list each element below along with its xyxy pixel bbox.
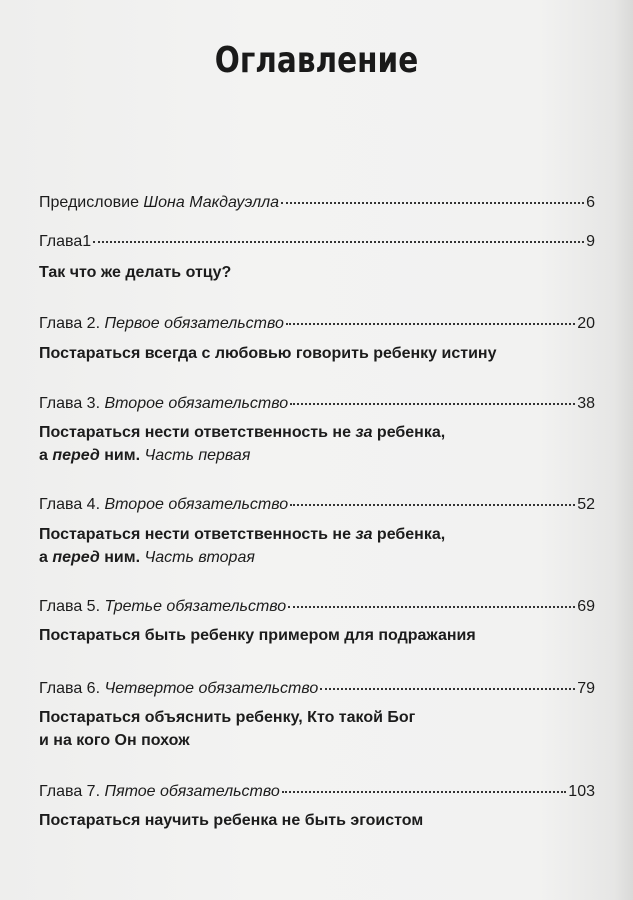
dot-leader bbox=[281, 201, 584, 204]
toc-page-number: 6 bbox=[586, 194, 595, 211]
toc-entry-label: Глава 6. Четвертое обязательство bbox=[39, 680, 319, 697]
toc-page-number: 52 bbox=[577, 496, 595, 513]
toc-chapter-subtitle: Так что же делать отцу? bbox=[39, 264, 232, 281]
toc-chapter-subtitle: Постараться всегда с любовью говорить ребенку истину bbox=[39, 345, 497, 362]
toc-chapter-subtitle-line2: а перед ним. Часть первая bbox=[39, 447, 251, 464]
toc-entry-chapter-4[interactable] bbox=[39, 496, 595, 514]
toc-chapter-subtitle: Постараться нести ответственность не за ребенка, bbox=[39, 424, 446, 441]
toc-entry-chapter-2[interactable] bbox=[39, 315, 595, 333]
toc-page-number: 9 bbox=[586, 233, 595, 250]
dot-leader bbox=[282, 790, 567, 793]
dot-leader bbox=[286, 322, 575, 325]
toc-part-label: Часть вторая bbox=[144, 549, 255, 566]
toc-page-number: 20 bbox=[577, 315, 595, 332]
toc-chapter-subtitle: Постараться нести ответственность не за ребенка, bbox=[39, 526, 446, 543]
toc-chapter-subtitle: Постараться быть ребенку примером для подражания bbox=[39, 627, 476, 644]
dot-leader bbox=[290, 402, 575, 405]
toc-page-number: 79 bbox=[577, 680, 595, 697]
page-title: Оглавление bbox=[214, 40, 419, 81]
toc-entry-label: Глава1 bbox=[39, 233, 92, 250]
toc-chapter-subtitle: Постараться объяснить ребенку, Кто такой Бог bbox=[39, 709, 416, 726]
dot-leader bbox=[320, 687, 575, 690]
toc-entry-chapter-1[interactable] bbox=[39, 233, 595, 251]
toc-part-label: Часть первая bbox=[144, 447, 251, 464]
toc-chapter-subtitle-line2: и на кого Он похож bbox=[39, 732, 190, 749]
toc-entry-chapter-7[interactable] bbox=[39, 783, 595, 801]
dot-leader bbox=[93, 240, 584, 243]
toc-entry-chapter-3[interactable] bbox=[39, 395, 595, 413]
toc-page-number: 69 bbox=[577, 598, 595, 615]
toc-entry-label: Глава 2. Первое обязательство bbox=[39, 315, 284, 332]
toc-entry-label: Глава 4. Второе обязательство bbox=[39, 496, 289, 513]
toc-chapter-subtitle-line2: а перед ним. Часть вторая bbox=[39, 549, 255, 566]
toc-entry-preface[interactable] bbox=[39, 194, 595, 212]
toc-entry-chapter-6[interactable] bbox=[39, 680, 595, 698]
dot-leader bbox=[288, 605, 575, 608]
toc-page-number: 38 bbox=[577, 395, 595, 412]
toc-page-number: 103 bbox=[568, 783, 595, 800]
toc-entry-chapter-5[interactable] bbox=[39, 598, 595, 616]
toc-entry-label: Глава 5. Третье обязательство bbox=[39, 598, 287, 615]
toc-entry-label: Глава 7. Пятое обязательство bbox=[39, 783, 280, 800]
toc-chapter-subtitle: Постараться научить ребенка не быть эгоистом bbox=[39, 812, 424, 829]
toc-entry-label: Предисловие Шона Макдауэлла bbox=[39, 194, 280, 211]
toc-entry-label: Глава 3. Второе обязательство bbox=[39, 395, 289, 412]
dot-leader bbox=[290, 503, 575, 506]
table-of-contents bbox=[39, 0, 595, 900]
